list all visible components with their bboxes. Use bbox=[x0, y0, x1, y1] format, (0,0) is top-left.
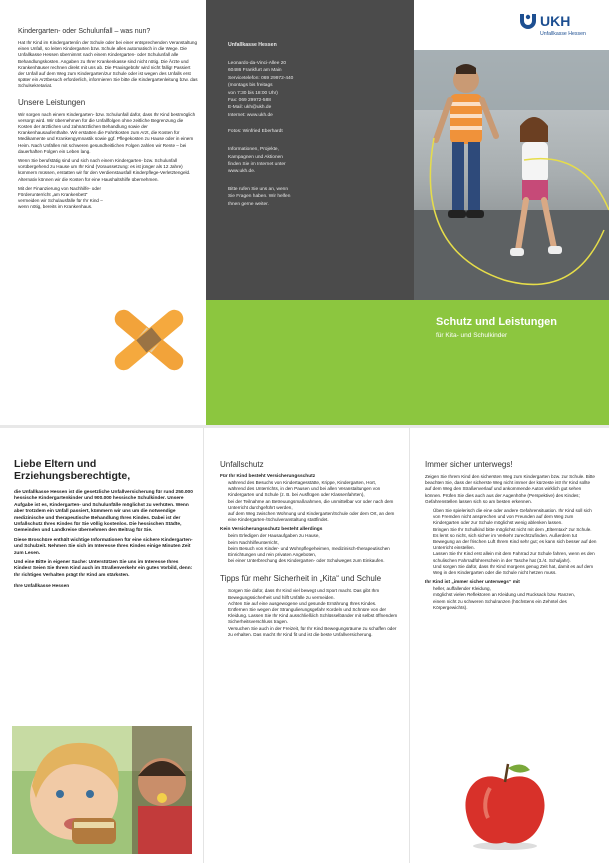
address-line: 60486 Frankfurt am Main bbox=[228, 68, 282, 74]
list-item: • auf dem Weg zwischen Wohnung und Kindergarten/Schule oder dem Ort, an dem eine Kindergarten-/Schulveranstaltung stattfindet. bbox=[228, 511, 400, 523]
hours-line: (montags bis freitags bbox=[228, 83, 273, 89]
insured-list bbox=[220, 480, 400, 523]
list-item: • bei einer Unterbrechung des Kindergarten- oder Schulweges zum Einkaufen. bbox=[228, 558, 400, 564]
heading-liebe-eltern bbox=[14, 458, 194, 482]
signature: Ihre Unfallkasse Hessen bbox=[14, 584, 70, 590]
photo-children-eating bbox=[12, 726, 192, 854]
visible-list bbox=[425, 586, 597, 611]
fax-line: Fax: 069 29972-588 bbox=[228, 98, 271, 104]
list-item: • Und sorgen Sie dafür, dass Ihr Kind morgens genug Zeit hat, damit es auf dem Weg in den Kindergarten oder die Schule nicht hetzen muss. bbox=[433, 564, 597, 576]
heading-unfallschutz: Unfallschutz bbox=[220, 460, 264, 469]
tips-list bbox=[220, 588, 400, 638]
top-sheet bbox=[0, 0, 609, 425]
cover-subtitle: für Kita- und Schulkinder bbox=[436, 332, 508, 339]
heading-unsere-leistungen: Unsere Leistungen bbox=[18, 97, 86, 107]
panel-liebe-eltern bbox=[14, 458, 194, 718]
phone-line: Servicetelefon: 069 29972-440 bbox=[228, 75, 294, 81]
fold-line bbox=[409, 428, 410, 863]
panel-immer-sicher bbox=[425, 458, 597, 758]
email-line: E-Mail: ukh@ukh.de bbox=[228, 105, 272, 111]
heading-immer-sicher: Immer sicher unterwegs! bbox=[425, 460, 513, 469]
contact-textblock bbox=[228, 42, 408, 242]
info-line: Kampagnen und Aktionen bbox=[228, 154, 283, 160]
heading-tipps: Tipps für mehr Sicherheit in „Kita“ und Schule bbox=[220, 574, 382, 584]
not-insured-list bbox=[220, 533, 400, 564]
list-item: • beim Nachhilfeunterricht, bbox=[228, 540, 400, 546]
list-item: • während des Besuchs von Kindertagesstätte, Krippe, Kindergarten, Hort, bbox=[228, 480, 400, 486]
list-item: • beim Besuch von Kinder- und Wohnpflegeheimen, medizinisch-therapeutischen Einrichtungen und rein privaten Angeboten, bbox=[228, 546, 400, 558]
panel-contact bbox=[206, 0, 414, 425]
list-item: • Versuchen Sie auch in der Freizeit, für Ihr Kind Bewegungsräume zu schaffen oder zu erhalten. Das macht Ihr Kind fit und ist die beste Unfallversicherung. bbox=[228, 626, 400, 638]
list-item: • Achten Sie auf eine ausgewogene und gesunde Ernährung Ihres Kindes. bbox=[228, 601, 400, 607]
photo-credit: Fotos: Winfried Eberhardt bbox=[228, 129, 283, 135]
ukh-logo bbox=[518, 12, 608, 42]
heading-line: Liebe Eltern und bbox=[14, 458, 97, 470]
list-item: • Bringen Sie Ihr Schulkind bitte möglichst nicht mit dem „Elterntaxi“ zur Schule. Es lernt so nicht, sich sicher im Verkehr zurechtzufinden. Außerdem tut Bewegung an der frischen Luft Ihrem Kind sehr gut; es kann sich besser auf den Unterricht einstellen. bbox=[433, 527, 597, 552]
list-item: • während des Unterrichts, in den Pausen und bei allen Veranstaltungen von Kindergarten und Schule (z. B. bei Ausflügen oder Klassenfahrten), bbox=[228, 486, 400, 498]
text-broschuere: Diese Broschüre enthält wichtige Informationen für eine sichere Kindergarten- und Schulzeit. Nehmen Sie sich im Interesse Ihres Kindes einige Minuten Zeit zum Lesen. bbox=[14, 537, 193, 556]
ukh-logo-text: UKH bbox=[540, 13, 571, 29]
address-block bbox=[228, 60, 408, 119]
green-band-middle bbox=[206, 300, 414, 425]
text-sicherer-weg: Zeigen Sie Ihrem Kind den sichersten Weg zum Kindergarten bzw. zur Schule. Bitte beachten Sie, dass der sicherste Weg nicht immer der kürzeste ist! Ihr Kind sollte auf dem Weg den Straßenverlauf und ankommende Autos wirklich gut sehen können. Prüfen Sie dies auch aus der Augenhöhe (Perspektive) des Kindes; Gefahrenstellen lassen sich so am besten erkennen. bbox=[425, 474, 595, 504]
ukh-logo-icon bbox=[518, 12, 538, 30]
list-item: • einem nicht zu schweren Schulranzen (höchstens ein Zehntel des Körpergewichts). bbox=[433, 599, 597, 611]
ukh-logo-subtitle: Unfallkasse Hessen bbox=[540, 31, 586, 37]
text-finanzierung: Mit der Finanzierung von Nachhilfe- oder Förderunterricht „am Krankenbett“ vermeiden wir Schulausfälle für Ihr Kind – wenn nötig, bereits im Krankenhaus. bbox=[18, 185, 103, 210]
list-item: • heller, auffallender Kleidung, bbox=[433, 586, 597, 592]
questions-line: Ihnen gerne weiter. bbox=[228, 201, 269, 207]
green-title-band bbox=[414, 300, 609, 425]
list-item: • Lassen Sie Ihr Kind erst allein mit dem Fahrrad zur Schule fahren, wenn es den schulischen Fahrradführerschein in der Tasche hat (3./4. Schuljahr). bbox=[433, 551, 597, 563]
questions-line: Bitte rufen Sie uns an, wenn bbox=[228, 186, 288, 192]
panel-cover bbox=[414, 0, 609, 425]
list-item: • Entfernen Sie wegen der Strangulierungsgefahr Kordeln und Schnüre von der Kleidung. Lassen Sie Ihr Kind ausschließlich Schlüsselbänder mit selbst öffnendem Sicherheitsverschluss tragen. bbox=[228, 607, 400, 626]
cover-photo-children-jumping-rope bbox=[414, 50, 609, 300]
list-item: • Üben Sie spielerisch die eine oder andere Gefahrensituation. Ihr Kind soll sich von Fremden nicht ansprechen und von Freunden auf dem Weg zum Kindergarten oder zur Schule möglichst wenig ablenken lassen. bbox=[433, 508, 597, 527]
visible-heading: Ihr Kind ist „immer sicher unterwegs“ mit bbox=[425, 580, 520, 586]
cover-title: Schutz und Leistungen bbox=[436, 316, 557, 328]
insured-heading: Für Ihr Kind besteht Versicherungsschutz bbox=[220, 474, 316, 479]
bottom-sheet bbox=[0, 428, 609, 863]
bandage-illustration bbox=[103, 300, 195, 380]
text-unfall-intro: Hat Ihr Kind im Kindergarten/in der Schule oder bei einer entsprechenden Veranstaltung einen Unfall, so leiten Kindergarten bzw. Schule alles automatisch in die Wege. Die Unfallkasse Hessen übernimmt nach einem Kindergarten- oder Schulunfall alle Behandlungskosten. Angaben zu Ihrer Krankenkasse sind nicht nötig. Die Ärzte und Krankenhäuser rechnen direkt mit uns ab. Die Praxisgebühr wird nicht fällig! Passiert der Unfall auf dem Weg zum Kindergarten/zur Schule oder ist wegen des Unfalls erst später ein Arztbesuch erforderlich, informieren Sie bitte die Kindergartenleitung bzw. das Schulsekretariat. bbox=[18, 40, 198, 89]
list-item: • möglichst vielen Reflektoren an Kleidung und Rucksack bzw. Ranzen, bbox=[433, 592, 597, 598]
hours-line: von 7:30 bis 18:00 Uhr) bbox=[228, 90, 278, 96]
safety-list bbox=[425, 508, 597, 576]
apple-illustration bbox=[460, 758, 550, 850]
panel-unfallschutz bbox=[220, 458, 400, 858]
not-insured-heading: Kein Versicherungsschutz besteht allerdings bbox=[220, 527, 323, 533]
info-line: www.ukh.de. bbox=[228, 169, 256, 175]
text-bitte: Und eine Bitte in eigener Sache: Unterstützen Sie uns im Interesse Ihres Kindes! Seien Sie Ihrem Kind auch im Straßenverkehr ein gutes Vorbild, denn: Ihr richtiges Verhalten prägt Ihr Kind am stärksten. bbox=[14, 560, 193, 578]
questions-line: Sie Fragen haben. Wir helfen bbox=[228, 194, 291, 200]
info-line: Informationen, Projekte, bbox=[228, 147, 279, 153]
text-intro-unfallkasse: die Unfallkasse Hessen ist die gesetzliche Unfallversicherung für rund 250.000 hessische Kindergartenkinder und 900.000 hessische Schulkinder. Unsere Aufgabe ist es, Kindergarten- und Schulunfälle möglichst zu verhüten. Wenn aber trotzdem ein Unfall passiert, kümmern wir uns um die notwendige medizinische und therapeutische Behandlung Ihres Kindes. Dabei ist der Unfallschutz Ihres Kindes für Sie völlig kostenlos. Die hessischen Städte, Gemeinden und Landkreise übernehmen den Beitrag für Sie. bbox=[14, 490, 193, 534]
text-leistungen-1: Wir sorgen nach einem Kindergarten- bzw. Schulunfall dafür, dass Ihr Kind bestmöglich versorgt wird. Wir übernehmen für die Unfallfolgen ohne zeitliche Begrenzung die Kosten der ärztlichen und zahnärztlichen Behandlung sowie der Krankenhausaufenthalte. Wir erstatten die Fahrtkosten zum Arzt, die Kosten für Medikamente und Krankengymnastik sowie ggf. Pflegekosten zu Hause oder in einem Heim. Nach Unfällen mit schweren gesundheitlichen Folgen zahlen wir Rente – bei dauerhaften Folgen ein Leben lang. bbox=[18, 111, 196, 154]
info-line: finden Sie im Internet unter bbox=[228, 162, 286, 168]
heading-line: Erziehungsberechtigte, bbox=[14, 470, 131, 482]
text-leistungen-2: Wenn Sie berufstätig sind und sich nach einem Kindergarten- bzw. Schulunfall vorübergehend zu Hause um Ihr Kind (Voraussetzung: es ist jünger als 12 Jahre) kümmern müssen, erstatten wir für den Verdienstausfall Kinderpflege-Verletztengeld. Alternativ können wir die Kosten für eine Haushaltshilfe übernehmen. bbox=[18, 158, 191, 182]
heading-unfall-was-nun: Kindergarten- oder Schulunfall – was nun? bbox=[18, 28, 151, 35]
website-line: Internet: www.ukh.de bbox=[228, 112, 273, 118]
list-item: • bei der Teilnahme an Betreuungsmaßnahmen, die unmittelbar vor oder nach dem Unterricht durchgeführt werden, bbox=[228, 499, 400, 511]
org-name: Unfallkasse Hessen bbox=[228, 42, 277, 48]
list-item: • Sorgen Sie dafür, dass Ihr Kind viel bewegt und Sport macht. Das gibt Ihm Bewegungssicherheit und hilft Unfälle zu vermeiden. bbox=[228, 588, 400, 600]
info-block bbox=[228, 146, 408, 176]
fold-line bbox=[203, 428, 204, 863]
list-item: • beim Erledigen der Hausaufgaben zu Hause, bbox=[228, 533, 400, 539]
questions-block bbox=[228, 186, 408, 208]
address-line: Leonardo-da-Vinci-Allee 20 bbox=[228, 61, 287, 66]
